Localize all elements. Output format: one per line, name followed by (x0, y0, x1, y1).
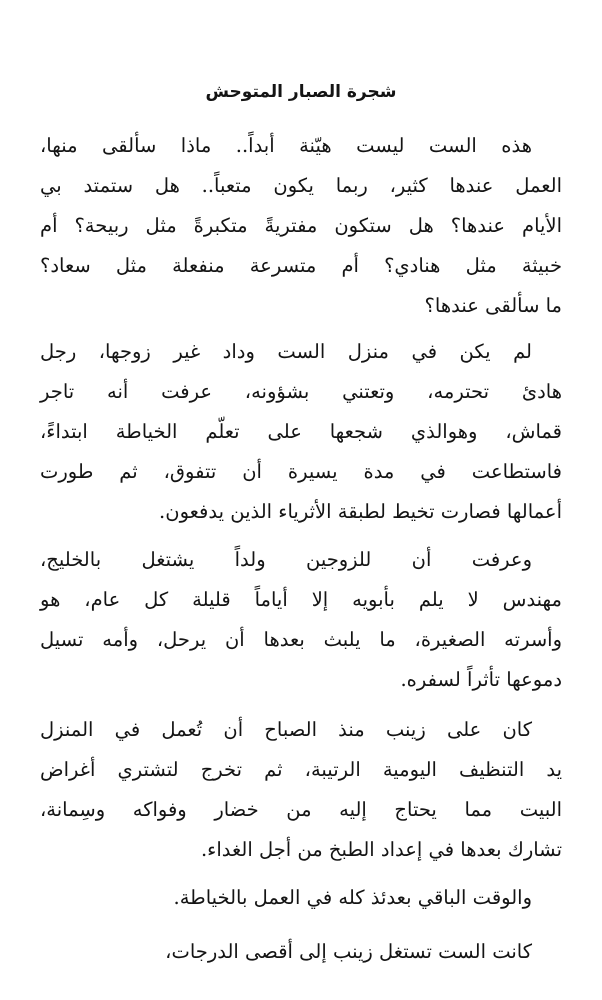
text-line: مهندس لا يلم بأبويه إلا أياماً قليلة كل عام، هو (40, 588, 562, 611)
paragraph-3 (40, 540, 562, 700)
paragraph-5 (40, 878, 562, 918)
text-line: وعرفت أن للزوجين ولداً يشتغل بالخليج، (40, 548, 532, 571)
paragraph-2 (40, 332, 562, 532)
text-line: فاستطاعت في مدة يسيرة أن تتفوق، ثم طورت (40, 460, 562, 483)
text-line: والوقت الباقي بعدئذ كله في العمل بالخياطة. (173, 886, 532, 909)
text-line: كانت الست تستغل زينب إلى أقصى الدرجات، (165, 940, 532, 963)
text-line: البيت مما يحتاج إليه من خضار وفواكه وسِمانة، (40, 798, 562, 821)
text-line: لم يكن في منزل الست وداد غير زوجها، رجل (40, 340, 532, 363)
paragraph-1 (40, 126, 562, 326)
text-line: أعمالها فصارت تخيط لطبقة الأثرياء الذين يدفعون. (159, 500, 562, 523)
text-line: العمل عندها كثير، ربما يكون متعباً.. هل ستمتد بي (40, 174, 562, 197)
text-line: وأسرته الصغيرة، ما يلبث بعدها أن يرحل، وأمه تسيل (40, 628, 562, 651)
text-line: هذه الست ليست هيّنة أبداً.. ماذا سألقى منها، (40, 134, 532, 157)
text-line: قماش، وهوالذي شجعها على تعلّم الخياطة ابتداءً، (40, 420, 562, 443)
text-line: ما سألقى عندها؟ (424, 294, 562, 317)
paragraph-4 (40, 710, 562, 870)
text-line: كان على زينب منذ الصباح أن تُعمل في المنزل (40, 718, 532, 741)
text-line: دموعها تأثراً لسفره. (400, 668, 562, 691)
text-line: هادئ تحترمه، وتعتني بشؤونه، عرفت أنه تاجر (40, 380, 562, 403)
chapter-title: شجرة الصبار المتوحش (205, 82, 397, 102)
text-line: يد التنظيف اليومية الرتيبة، ثم تخرج لتشتري أغراض (40, 758, 562, 781)
paragraph-6 (40, 932, 562, 972)
text-line: الأيام عندها؟ هل ستكون مفتريةً متكبرةً مثل ربيحة؟ أم (40, 214, 562, 237)
text-line: خبيثة مثل هنادي؟ أم متسرعة منفعلة مثل سعاد؟ (40, 254, 562, 277)
text-line: تشارك بعدها في إعداد الطبخ من أجل الغداء. (200, 838, 562, 861)
